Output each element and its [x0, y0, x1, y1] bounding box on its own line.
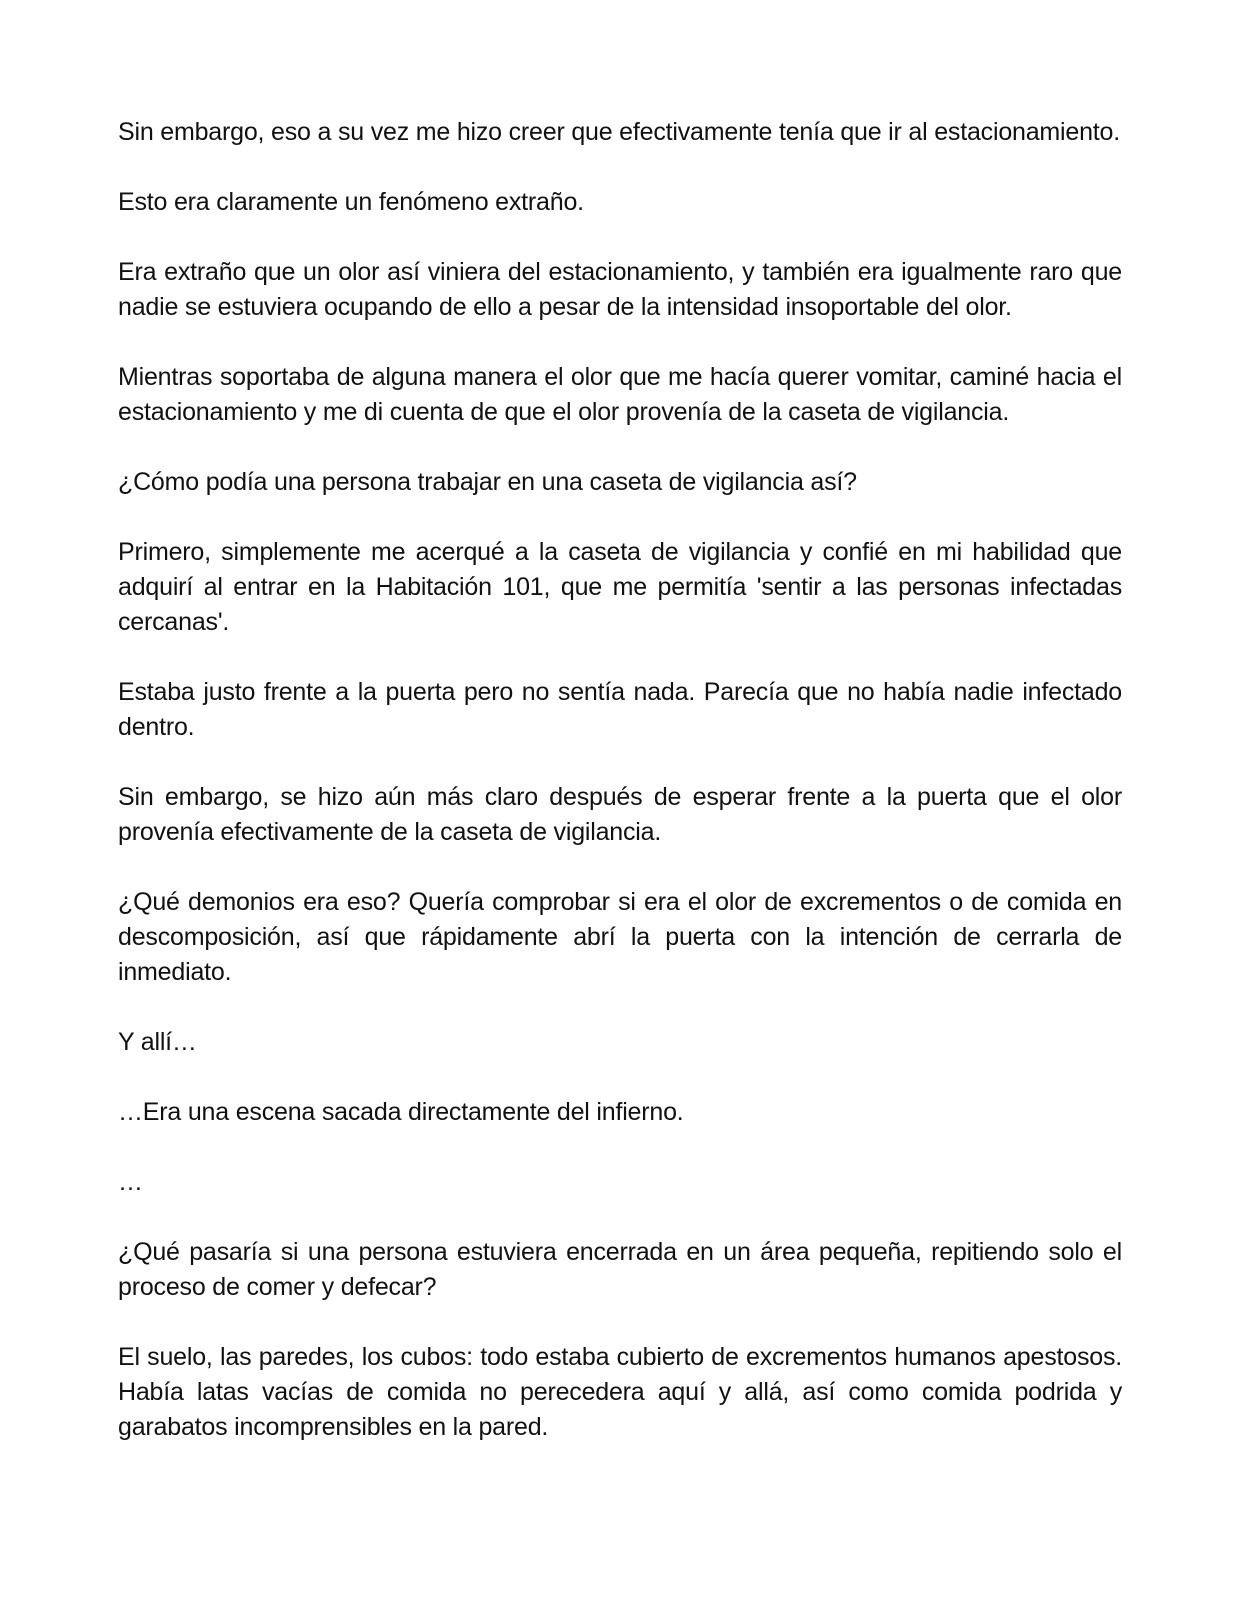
- paragraph: ¿Cómo podía una persona trabajar en una caseta de vigilancia así?: [118, 468, 857, 496]
- paragraph: …Era una escena sacada directamente del infierno.: [118, 1098, 684, 1126]
- paragraph: Mientras soportaba de alguna manera el olor que me hacía querer vomitar, caminé hacia el estacionamiento y me di cuenta de que el olor provenía de la caseta de vigilancia.: [118, 363, 1122, 426]
- paragraph: Sin embargo, eso a su vez me hizo creer que efectivamente tenía que ir al estacionamiento.: [118, 118, 1121, 146]
- paragraph: ¿Qué pasaría si una persona estuviera encerrada en un área pequeña, repitiendo solo el proceso de comer y defecar?: [118, 1238, 1122, 1301]
- paragraph: Estaba justo frente a la puerta pero no sentía nada. Parecía que no había nadie infectado dentro.: [118, 678, 1122, 741]
- paragraph: Primero, simplemente me acerqué a la caseta de vigilancia y confié en mi habilidad que adquirí al entrar en la Habitación 101, que me permitía 'sentir a las personas infectadas cercanas'.: [118, 538, 1122, 636]
- paragraph: ¿Qué demonios era eso? Quería comprobar si era el olor de excrementos o de comida en descomposición, así que rápidamente abrí la puerta con la intención de cerrarla de inmediato.: [118, 888, 1122, 986]
- paragraph: …: [118, 1168, 143, 1196]
- paragraph: Sin embargo, se hizo aún más claro después de esperar frente a la puerta que el olor provenía efectivamente de la caseta de vigilancia.: [118, 783, 1122, 846]
- paragraph: Era extraño que un olor así viniera del estacionamiento, y también era igualmente raro que nadie se estuviera ocupando de ello a pesar de la intensidad insoportable del olor.: [118, 258, 1122, 321]
- paragraph: El suelo, las paredes, los cubos: todo estaba cubierto de excrementos humanos apestosos. Había latas vacías de comida no perecedera aquí y allá, así como comida podrida y garabatos incomprensibles en la pared.: [118, 1343, 1122, 1441]
- paragraph: Esto era claramente un fenómeno extraño.: [118, 188, 584, 216]
- paragraph: Y allí…: [118, 1028, 197, 1056]
- text-body: [118, 115, 1122, 1480]
